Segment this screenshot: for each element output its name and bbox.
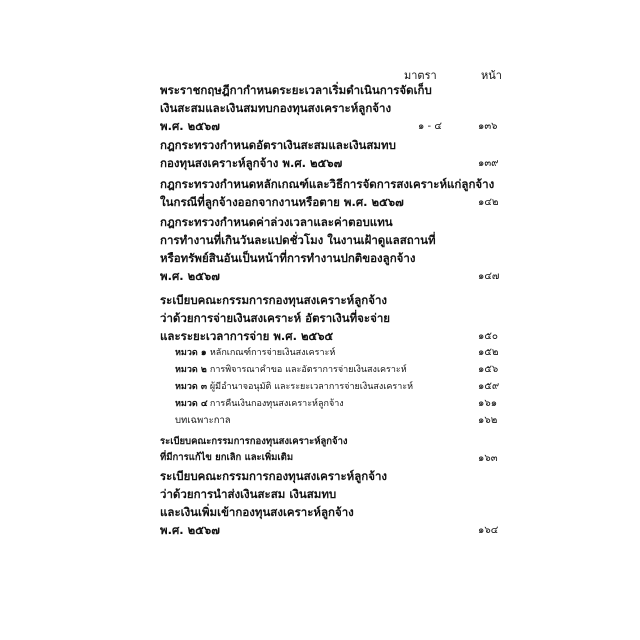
page-column-header: หน้า: [481, 69, 502, 82]
entry-1-line-1: พระราชกฤษฎีกากำหนดระยะเวลาเริ่มดำเนินการจัดเก็บ: [160, 83, 432, 97]
chapter-2-title: การพิจารณาคำขอ และอัตราการจ่ายเงินสงเคราะห์: [209, 365, 407, 375]
chapter-4-page: ๑๖๑: [478, 398, 498, 409]
chapter-2-page: ๑๕๖: [478, 364, 499, 375]
chapter-3-page: ๑๕๙: [478, 381, 500, 392]
chapter-3-tag: หมวด ๓: [175, 382, 208, 392]
entry-7-line-3: และเงินเพิ่มเข้ากองทุนสงเคราะห์ลูกจ้าง: [160, 505, 354, 519]
entry-7-line-2: ว่าด้วยการนำส่งเงินสะสม เงินสมทบ: [160, 487, 337, 501]
entry-3-line-1: กฎกระทรวงกำหนดหลักเกณฑ์และวิธีการจัดการสงเคราะห์แก่ลูกจ้าง: [160, 177, 495, 191]
entry-5-page: ๑๕๐: [478, 331, 499, 342]
entry-4-line-2: การทำงานที่เกินวันละแปดชั่วโมง ในงานเฝ้าดูแลสถานที่: [160, 233, 436, 247]
entry-3-page: ๑๔๒: [478, 197, 499, 208]
entry-4-page: ๑๔๗: [478, 271, 500, 282]
entry-6-line-1: ระเบียบคณะกรรมการกองทุนสงเคราะห์ลูกจ้าง: [160, 436, 348, 447]
entry-1-page: ๑๓๖: [478, 121, 498, 132]
entry-5-line-2: ว่าด้วยการจ่ายเงินสงเคราะห์ อัตราเงินที่จะจ่าย: [160, 311, 391, 325]
entry-7-line-4: พ.ศ. ๒๕๖๗: [160, 523, 220, 537]
entry-1-section: ๑ - ๔: [418, 121, 442, 132]
chapter-2-tag: หมวด ๒: [175, 365, 207, 375]
chapter-4-title: การคืนเงินกองทุนสงเคราะห์ลูกจ้าง: [209, 399, 344, 409]
entry-6-line-2: ที่มีการแก้ไข ยกเลิก และเพิ่มเติม: [160, 452, 294, 463]
entry-2-page: ๑๓๙: [478, 158, 499, 169]
transitional-provisions-page: ๑๖๒: [478, 415, 498, 426]
chapter-3-title: ผู้มีอำนาจอนุมัติ และระยะเวลาการจ่ายเงินสงเคราะห์: [209, 382, 414, 392]
entry-2-line-1: กฎกระทรวงกำหนดอัตราเงินสะสมและเงินสมทบ: [160, 138, 396, 152]
chapter-4: [175, 396, 344, 410]
entry-6-page: ๑๖๓: [478, 453, 498, 464]
entry-7-page: ๑๖๔: [478, 525, 499, 536]
transitional-provisions: บทเฉพาะกาล: [175, 415, 231, 426]
entry-5-line-1: ระเบียบคณะกรรมการกองทุนสงเคราะห์ลูกจ้าง: [160, 293, 388, 307]
entry-3-line-2: ในกรณีที่ลูกจ้างออกจากงานหรือตาย พ.ศ. ๒๕๖๗: [160, 195, 404, 209]
chapter-3: [175, 379, 413, 393]
chapter-1-title: หลักเกณฑ์การจ่ายเงินสงเคราะห์: [209, 348, 336, 358]
chapter-1-tag: หมวด ๑: [175, 348, 207, 358]
chapter-4-tag: หมวด ๔: [175, 399, 208, 409]
entry-4-line-1: กฎกระทรวงกำหนดค่าล่วงเวลาและค่าตอบแทน: [160, 215, 393, 229]
entry-5-line-3: และระยะเวลาการจ่าย พ.ศ. ๒๕๖๕: [160, 329, 334, 343]
entry-2-line-2: กองทุนสงเคราะห์ลูกจ้าง พ.ศ. ๒๕๖๗: [160, 156, 343, 170]
entry-7-line-1: ระเบียบคณะกรรมการกองทุนสงเคราะห์ลูกจ้าง: [160, 469, 388, 483]
section-column-header: มาตรา: [404, 69, 437, 82]
entry-4-line-3: หรือทรัพย์สินอันเป็นหน้าที่การทำงานปกติของลูกจ้าง: [160, 251, 416, 265]
chapter-2: [175, 362, 407, 376]
chapter-1-page: ๑๕๒: [478, 347, 499, 358]
entry-4-line-4: พ.ศ. ๒๕๖๗: [160, 269, 220, 283]
chapter-1: [175, 345, 335, 359]
entry-1-line-2: เงินสะสมและเงินสมทบกองทุนสงเคราะห์ลูกจ้าง: [160, 101, 392, 115]
entry-1-line-3: พ.ศ. ๒๕๖๗: [160, 119, 220, 133]
